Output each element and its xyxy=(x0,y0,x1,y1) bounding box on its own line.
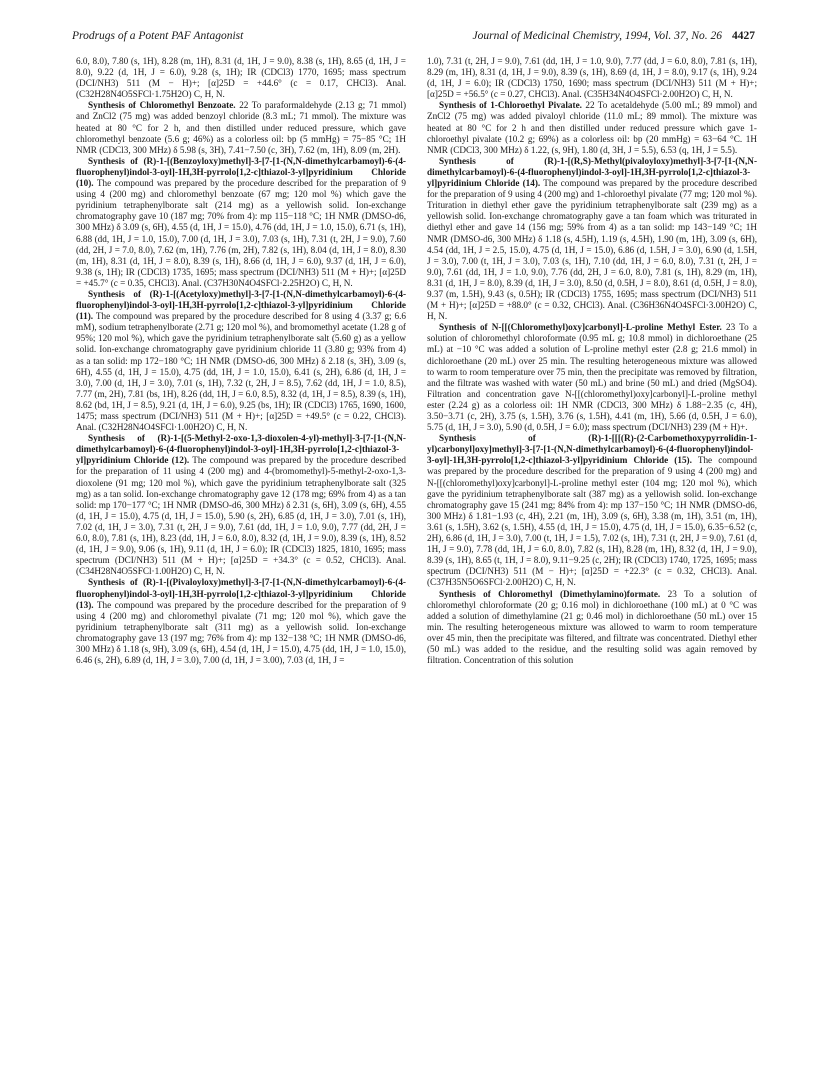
page-number: 4427 xyxy=(732,30,755,42)
section-heading: Synthesis of (R)-1-[(Acetyloxy)methyl]-3-[7-[1-(N,N-dimethylcarbamoyl)-6-(4-fluorophenyl)indol-3-oyl]-1H,3H-pyrrolo[1,2-c]thiazol-3-yl]pyridinium Chloride (11). xyxy=(76,288,406,322)
section-heading: Synthesis of (R)-1-[(Pivaloyloxy)methyl]-3-[7-[1-(N,N-dimethylcarbamoyl)-6-(4-fluorophenyl)indol-3-oyl]-1H,3H-pyrrolo[1,2-c]thiazol-3-yl]pyridinium Chloride (13). xyxy=(76,577,406,610)
journal-citation xyxy=(473,30,755,42)
paragraph-body: The compound was prepared by the procedure described for 8 using 4 (3.37 g; 6.6 mM), sodium tetraphenylborate (2.71 g; 120 mol %), and bromomethyl acetate (1.28 g of 95%; 120 mol %), which gave the pyridinium tetraphenylborate salt (5.60 g) as a yellow solid. Ion-exchange chromatography gave pyridinium chloride 11 (3.80 g; 93% from 4) as a tan solid: mp 172−180 °C; 1H NMR (DMSO-d6, 300 MHz) δ 2.18 (s, 3H), 3.09 (s, 6H), 4.55 (d, 1H, J = 15.0), 4.75 (dd, 1H, J = 1.0, 15.0), 6.41 (s, 2H), 6.86 (d, 1H, J = 3.0), 7.00 (d, 1H, J = 3.0), 7.01 (s, 1H), 7.32 (t, 2H, J = 8.5), 7.62 (dd, 1H, J = 1.0, 8.5), 7.77 (m, 2H), 7.81 (bs, 1H), 8.26 (dd, 1H, J = 6.0, 8.5), 8.32 (d, 1H, J = 8.5), 8.39 (s, 1H), 8.62 (bd, 1H, J = 8.5), 9.21 (d, 1H, J = 6.0), 9.25 (bs, 1H); IR (CDCl3) 1765, 1690, 1600, 1475; mass spectrum (DCI/NH3) 511 (M + H)+; [α]25D = +49.5° (c = 0.22, CHCl3). Anal. (C32H28N4O4SFCl·1.00H2O) C, H, N. xyxy=(76,311,406,433)
paragraph xyxy=(76,100,406,155)
paragraph xyxy=(76,577,406,666)
section-heading: Synthesis of Chloromethyl Benzoate. xyxy=(88,100,236,111)
paragraph xyxy=(427,100,757,155)
paragraph xyxy=(427,156,757,322)
paragraph-body: The compound was prepared by the procedure described for the preparation of 9 using 4 (200 mg) and N-[[(chloromethyl)oxy]carbonyl]-L-proline methyl ester (104 mg; 120 mol %), which gave the pyridinium tetraphenylborate salt (387 mg) as a yellowish solid. Ion-exchange chromatography gave 15 (241 mg; 84% from 4): mp 137−150 °C; 1H NMR (DMSO-d6, 300 MHz) δ 1.81−1.93 (c, 4H), 2.21 (m, 1H), 3.09 (s, 6H), 3.38 (m, 1H), 3.51 (m, 1H), 3.61 (s, 1.5H), 3.62 (s, 1.5H), 4.55 (d, 1H, J = 15.0), 4.75 (d, 1H, J = 15.0), 6.35−6.52 (c, 2H), 6.86 (d, 1H, J = 3.0), 7.00 (t, 1H, J = 1.5), 7.02 (s, 1H), 7.31 (t, 2H, J = 9.0), 7.61 (d, 1H, J = 9.0), 7.78 (dd, 1H, J = 6.0, 8.0), 7.82 (s, 1H), 8.28 (m, 1H), 8.32 (d, 1H, J = 9.0), 8.39 (s, 1H), 8.65 (t, 1H, J = 8.0), 9.11−9.25 (c, 2H); IR (CDCl3) 1740, 1725, 1695; mass spectrum (DCI/NH3) 511 (M − H)+; [α]25D = +22.3° (c = 0.32, CHCl3). Anal. (C37H35N5O6SFCl·2.00H2O) C, H, N. xyxy=(427,455,757,588)
section-heading: Synthesis of (R)-1-[(Benzoyloxy)methyl]-3-[7-[1-(N,N-dimethylcarbamoyl)-6-(4-fluorophenyl)indol-3-oyl]-1H,3H-pyrrolo[1,2-c]thiazol-3-yl]pyridinium Chloride (10). xyxy=(76,155,406,189)
running-title: Prodrugs of a Potent PAF Antagonist xyxy=(72,30,244,42)
paragraph xyxy=(427,589,757,667)
paragraph-body: 1.0), 7.31 (t, 2H, J = 9.0), 7.61 (dd, 1H, J = 1.0, 9.0), 7.77 (dd, J = 6.0, 8.0), 7.81 (s, 1H), 8.29 (m, 1H), 8.31 (d, 1H, J = 9.0), 8.39 (s, 1H), 8.69 (d, 1H, J = 8.0), 9.17 (s, 1H), 9.24 (d, 1H, J = 6.0); IR (CDCl3) 1750, 1690; mass spectrum (DCI/NH3) 511 (M + H)+; [α]25D = +56.5° (c = 0.27, CHCl3). Anal. (C35H34N4O4SFCl·2.00H2O) C, H, N. xyxy=(427,56,757,100)
paragraph-body: 22 To acetaldehyde (5.00 mL; 89 mmol) and ZnCl2 (75 mg) was added pivaloyl chloride (11.0 mL; 89 mmol). The mixture was heated at 80 °C for 2 h and then distilled under reduced pressure which gave 1-chloroethyl pivalate (10.2 g; 69%) as a colorless oil: bp (20 mmHg) = 63−64 °C. 1H NMR (CDCl3, 300 MHz) δ 1.22, (s, 9H), 1.80 (d, 3H, J = 5.5), 6.53 (q, 1H, J = 5.5). xyxy=(427,100,757,155)
journal-name: Journal of Medicinal Chemistry, 1994, Vol. 37, No. 26 xyxy=(472,30,722,42)
section-heading: Synthesis of (R)-1-[(5-Methyl-2-oxo-1,3-dioxolen-4-yl)-methyl]-3-[7-[1-(N,N-dimethylcarbamoyl)-6-(4-fluorophenyl)indol-3-oyl]-1H,3H-pyrrolo[1,2-c]thiazol-3-yl]pyridinium Chloride (12). xyxy=(76,433,406,466)
paragraph-body: 23 To a solution of chloromethyl chloroformate (20 g; 0.16 mol) in dichloroethane (100 mL) at 0 °C was added a solution of dimethylamine (21 g; 0.46 mol) in dichloroethane (50 mL) over 15 min. The resulting heterogeneous mixture was allowed to warm to room temperature over 45 min, then the precipitate was filtered, and filtrate was concentrated. Diethyl ether (50 mL) was added to the residue, and the resulting solid was again removed by filtration. Concentration of this solution xyxy=(427,588,757,666)
running-header xyxy=(72,30,755,48)
paragraph-body: 6.0, 8.0), 7.80 (s, 1H), 8.28 (m, 1H), 8.31 (d, 1H, J = 9.0), 8.38 (s, 1H), 8.65 (d, 1H, J = 8.0), 9.22 (d, 1H, J = 6.0), 9.28 (s, 1H); IR (CDCl3) 1770, 1695; mass spectrum (DCI/NH3) 511 (M − H)+; [α]25D = +44.6° (c = 0.17, CHCl3). Anal. (C32H28N4O5SFCl·1.75H2O) C, H, N. xyxy=(76,56,406,100)
paragraph xyxy=(427,322,757,433)
left-column xyxy=(76,56,406,1046)
paragraph-body: 23 To a solution of chloromethyl chloroformate (0.95 mL g; 10.8 mmol) in dichloroethane (25 mL) at −10 °C was added a solution of L-proline methyl ester (2.8 g; 21.6 mmol) in dichloroethane (20 mL) over 25 min. The resulting heterogeneous mixture was allowed to warm to room temperature over 75 min, then the precipitate was removed by filtration, and the filtrate was washed with water (50 mL) and brine (50 mL) and dried (MgSO4). Filtration and concentration gave N-[[(chloromethyl)oxy]carbonyl]-L-proline methyl ester (2.24 g) as a colorless oil: 1H NMR (CDCl3, 300 MHz) δ 1.88−2.35 (c, 4H), 3.50−3.71 (c, 2H), 3.75 (s, 1.5H), 3.76 (s, 1.5H), 4.41 (m, 1H), 5.66 (d, 0.5H, J = 6.0), 5.75 (d, 1H, J = 3.0), 5.90 (d, 0.5H, J = 6.0); mass spectrum (DCI/NH3) 239 (M + H)+. xyxy=(427,322,757,433)
section-heading: Synthesis of (R)-1-[[[(R)-(2-Carbomethoxypyrrolidin-1-yl)carbonyl]oxy]methyl]-3-[7-[1-(N,N-dimethylcarbamoyl)-6-(4-fluorophenyl)indol-3-oyl]-1H,3H-pyrrolo[1,2-c]thiazol-3-yl]pyridinium Chloride (15). xyxy=(427,433,757,466)
paragraph xyxy=(76,56,406,100)
paragraph xyxy=(76,289,406,433)
paragraph-body: The compound was prepared by the procedure described for the preparation of 11 using 4 (200 mg) and 4-(bromomethyl)-5-methyl-2-oxo-1,3-dioxolene (91 mg; 120 mol %), which gave the pyridinium tetraphenylborate salt (325 mg) as a tan solid. Ion-exchange chromatography gave 12 (178 mg; 69% from 4) as a tan solid: mp 170−177 °C; 1H NMR (DMSO-d6, 300 MHz) δ 2.31 (s, 6H), 3.09 (s, 6H), 4.55 (d, 1H, J = 15.0), 4.75 (d, 1H, J = 15.0), 5.90 (s, 2H), 6.85 (d, 1H, J = 3.0), 7.01 (s, 1H), 7.02 (d, 1H, J = 3.0), 7.31 (t, 2H, J = 9.0), 7.61 (dd, 1H, J = 1.0, 9.0), 7.77 (dd, 2H, J = 6.0, 8.0), 7.81 (s, 1H), 8.23 (dd, 1H, J = 6.0, 8.0), 8.32 (d, 1H, J = 9.0), 8.39 (s, 1H), 8.52 (d, 1H, J = 9.0), 9.06 (s, 1H), 9.11 (d, 1H, J = 6.0); IR (CDCl3) 1825, 1810, 1695; mass spectrum (DCI/NH3) 511 (M + H)+; [α]25D = +34.3° (c = 0.52, CHCl3). Anal. (C34H28N4O5SFCl·1.00H2O) C, H, N. xyxy=(76,455,406,577)
paragraph-body: The compound was prepared by the procedure described for the preparation of 9 using 4 (200 mg) and chloromethyl pivalate (71 mg; 120 mol %), which gave the pyridinium tetraphenylborate salt (311 mg) as a yellowish solid. Ion-exchange chromatography gave 13 (197 mg; 76% from 4): mp 132−138 °C; 1H NMR (DMSO-d6, 300 MHz) δ 1.18 (s, 9H), 3.09 (s, 6H), 4.54 (d, 1H, J = 15.0), 4.75 (dd, 1H, J = 1.0, 15.0), 6.46 (s, 2H), 6.89 (d, 1H, J = 3.0), 7.00 (d, 1H, J = 3.00), 7.03 (d, 1H, J = xyxy=(76,599,406,666)
paragraph-body: The compound was prepared by the procedure described for the preparation of 9 using 4 (200 mg) and chloromethyl benzoate (67 mg; 120 mol %) which gave the pyridinium tetraphenylborate salt (214 mg) as a yellowish solid. Ion-exchange chromatography gave 10 (187 mg; 70% from 4): mp 115−118 °C; 1H NMR (DMSO-d6, 300 MHz) δ 3.09 (s, 6H), 4.55 (d, 1H, J = 15.0), 4.76 (dd, 1H, J = 1.0, 15.0), 6.71 (s, 1H), 6.88 (dd, 1H, J = 1.0, 15.0), 7.00 (d, 1H, J = 3.0), 7.03 (s, 1H), 7.31 (t, 2H, J = 9.0), 7.60 (dd, 2H, J = 7.0, 8.0), 7.62 (m, 1H), 7.76 (m, 2H), 7.82 (s, 1H), 8.04 (d, 1H, J = 8.0), 8.30 (m, 1H), 8.31 (d, 1H, J = 8.0), 8.39 (s, 1H), 8.66 (d, 1H, J = 6.0), 9.37 (d, 1H, J = 6.0), 9.38 (s, 1H); IR (CDCl3) 1735, 1695; mass spectrum (DCI/NH3) 511 (M + H)+; [α]25D = +45.7° (c = 0.35, CHCl3). Anal. (C37H30N4O4SFCl·2.25H2O) C, H, N. xyxy=(76,178,406,288)
right-column xyxy=(427,56,757,1046)
section-heading: Synthesis of N-[[(Chloromethyl)oxy]carbonyl]-L-proline Methyl Ester. xyxy=(439,322,722,333)
paragraph xyxy=(427,56,757,100)
paragraph-body: The compound was prepared by the procedure described for the preparation of 9 using 4 (200 mg) and 1-chloroethyl pivalate (77 mg; 120 mol %). Trituration in diethyl ether gave the pyridinium tetraphenylborate salt (239 mg) as a yellowish solid. Ion-exchange chromatography gave a tan foam which was triturated in diethyl ether and gave 14 (156 mg; 59% from 4) as a tan solid: mp 143−149 °C; 1H NMR (DMSO-d6, 300 MHz) δ 1.18 (s, 4.5H), 1.19 (s, 4.5H), 1.90 (m, 1H), 3.09 (s, 6H), 4.54 (dd, 1H, J = 2.5, 15.0), 4.75 (d, 1H, J = 15.0), 6.86 (d, 1.5H, J = 3.0), 6.90 (d, 1.5H, J = 3.0), 7.00 (t, 1H, J = 3.0), 7.03 (s, 1H), 7.10 (dd, 1H, J = 6.0, 8.0), 7.31 (t, 2H, J = 9.0), 7.61 (dd, 1H, J = 1.0, 9.0), 7.76 (dd, 2H, J = 6.0, 8.0), 7.81 (s, 1H), 8.29 (m, 1H), 8.31 (d, 1H, J = 8.0), 8.39 (d, 1H, J = 3.0), 8.50 (d, 0.5H, J = 8.0), 8.61 (d, 0.5H, J = 8.0), 9.37 (m, 1.5H), 9.43 (s, 0.5H); IR (CDCl3) 1755, 1695; mass spectrum (DCI/NH3) 511 (M + H)+; [α]25D = +88.0° (c = 0.32, CHCl3). Anal. (C36H36N4O4SFCl·3.00H2O) C, H, N. xyxy=(427,178,757,322)
paragraph-body: 22 To paraformaldehyde (2.13 g; 71 mmol) and ZnCl2 (75 mg) was added benzoyl chloride (8.3 mL; 71 mmol). The mixture was heated at 80 °C for 2 h, and then distilled under reduced pressure, which gave chloromethyl benzoate (5.6 g; 46%) as a colorless oil: bp (5 mmHg) = 75−85 °C; 1H NMR (CDCl3, 300 MHz) δ 5.98 (s, 3H), 7.41−7.50 (c, 3H), 7.62 (m, 1H), 8.09 (m, 2H). xyxy=(76,100,406,155)
section-heading: Synthesis of Chloromethyl (Dimethylamino)formate. xyxy=(439,588,661,599)
paragraph xyxy=(76,433,406,577)
section-heading: Synthesis of 1-Chloroethyl Pivalate. xyxy=(439,100,582,111)
section-heading: Synthesis of (R)-1-[(R,S)-Methyl(pivaloyloxy)methyl]-3-[7-[1-(N,N-dimethylcarbamoyl)-6-(4-fluorophenyl)indol-3-oyl]-1H,3H-pyrrolo[1,2-c]thiazol-3-yl]pyridinium Chloride (14). xyxy=(427,155,757,189)
paragraph xyxy=(427,433,757,588)
paragraph xyxy=(76,156,406,289)
